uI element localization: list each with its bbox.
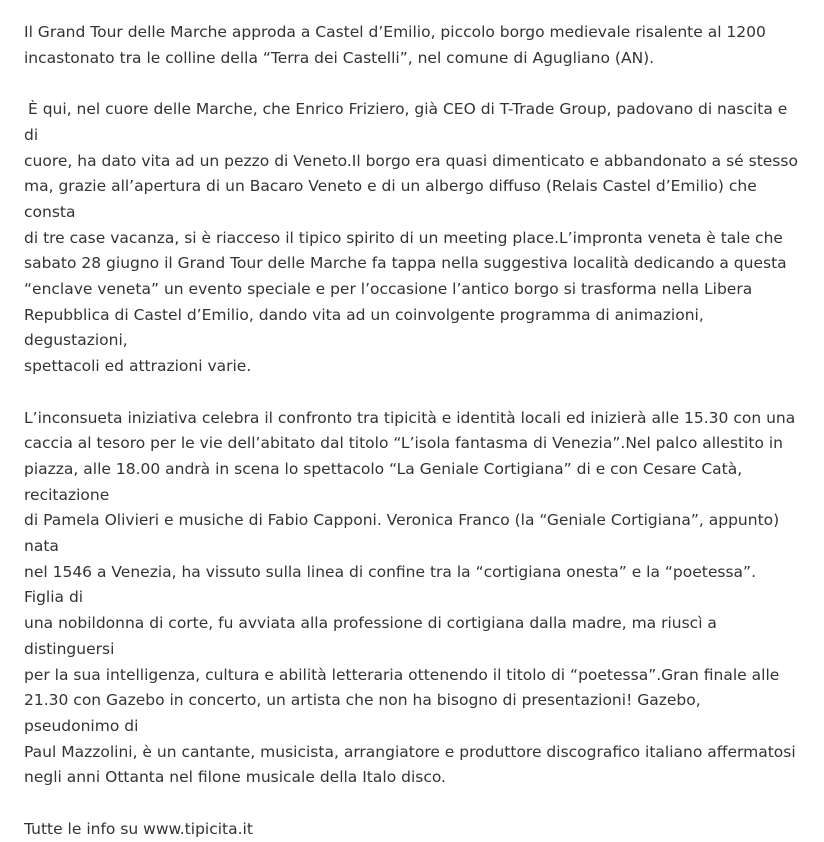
paragraph-friziero: È qui, nel cuore delle Marche, che Enrico Friziero, già CEO di T-Trade Group, padovano di nascita e di cuore, ha dato vita ad un pezzo di Veneto.Il borgo era quasi dimenticato e abbandonato a sé stesso ma, grazie all’apertura di un Bacaro Veneto e di un albergo diffuso (Relais Castel d’Emilio) che consta di tre case vacanza, si è riacceso il tipico spirito di un meeting place.L’impronta veneta è tale che sabato 28 giugno il Grand Tour delle Marche fa tappa nella suggestiva località dedicando a questa “enclave veneta” un evento speciale e per l’occasione l’antico borgo si trasforma nella Libera Repubblica di Castel d’Emilio, dando vita ad un coinvolgente programma di animazioni, degustazioni, spettacoli ed attrazioni varie. [24,100,798,376]
paragraph-program: L’inconsueta iniziativa celebra il confronto tra tipicità e identità locali ed inizierà alle 15.30 con una caccia al tesoro per le vie dell’abitato dal titolo “L’isola fantasma di Venezia”.Nel palco allestito in piazza, alle 18.00 andrà in scena lo spettacolo “La Geniale Cortigiana” di e con Cesare Catà, recitazione di Pamela Olivieri e musiche di Fabio Capponi. Veronica Franco (la “Geniale Cortigiana”, appunto) nata nel 1546 a Venezia, ha vissuto sulla linea di confine tra la “cortigiana onesta” e la “poetessa”. Figlia di una nobildonna di corte, fu avviata alla professione di cortigiana dalla madre, ma riuscì a distinguersi per la sua intelligenza, cultura e abilità letteraria ottenendo il titolo di “poetessa”.Gran finale alle 21.30 con Gazebo in concerto, un artista che non ha bisogno di presentazioni! Gazebo, pseudonimo di Paul Mazzolini, è un cantante, musicista, arrangiatore e produttore discografico italiano affermatosi negli anni Ottanta nel filone musicale della Italo disco. [24,408,796,787]
paragraph-info: Tutte le info su www.tipicita.it [24,819,253,838]
paragraph-intro: Il Grand Tour delle Marche approda a Castel d’Emilio, piccolo borgo medievale risalente al 1200 incastonato tra le colline della “Terra dei Castelli”, nel comune di Agugliano (AN). [24,23,766,67]
